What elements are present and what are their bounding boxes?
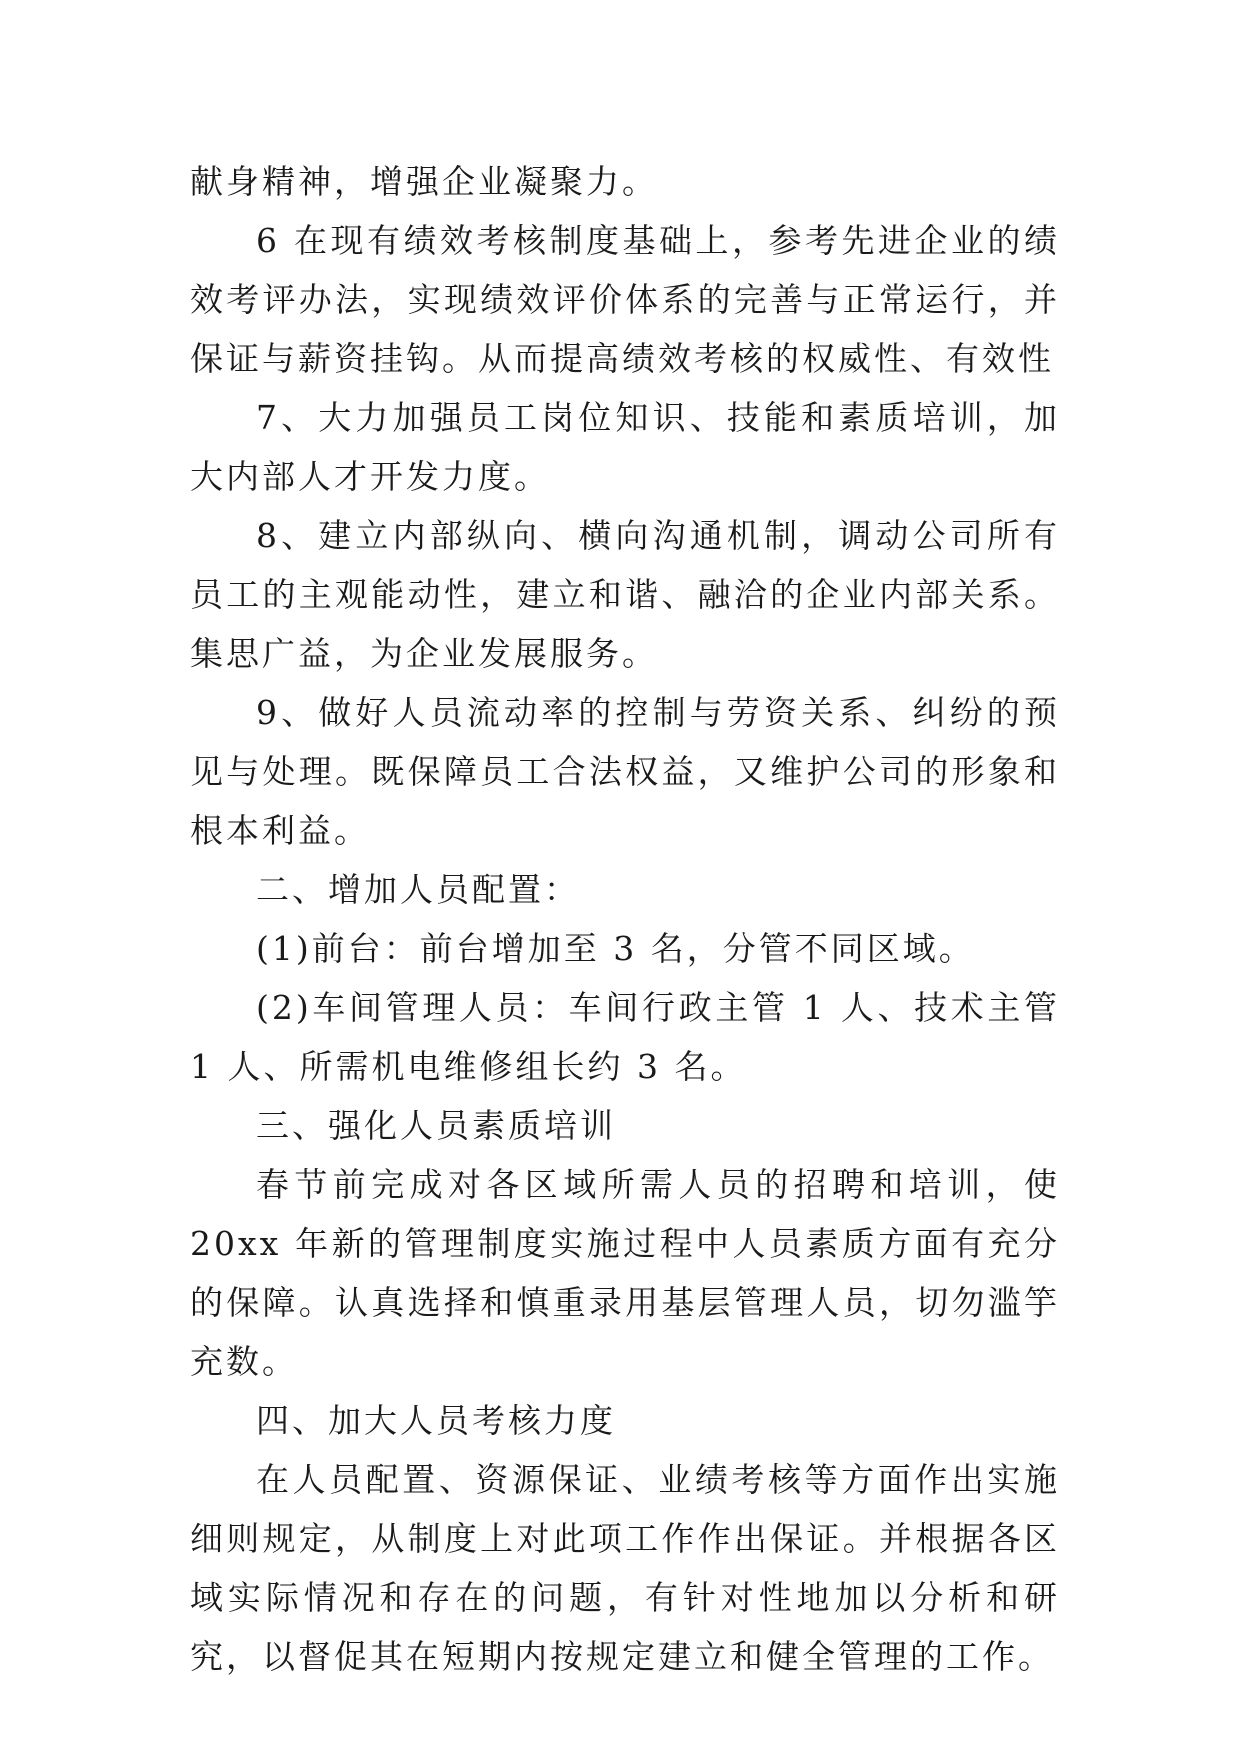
paragraph: 7、大力加强员工岗位知识、技能和素质培训，加大内部人才开发力度。 xyxy=(190,398,1060,496)
section-heading: 三、强化人员素质培训 xyxy=(256,1106,616,1145)
paragraph: (1)前台：前台增加至 3 名，分管不同区域。 xyxy=(256,929,975,968)
paragraph: 献身精神，增强企业凝聚力。 xyxy=(190,162,658,201)
document-body xyxy=(190,152,1060,1686)
paragraph: 8、建立内部纵向、横向沟通机制，调动公司所有员工的主观能动性，建立和谐、融洽的企业内部关系。集思广益，为企业发展服务。 xyxy=(190,516,1060,673)
section-heading: 二、增加人员配置： xyxy=(256,870,580,909)
paragraph: (2)车间管理人员：车间行政主管 1 人、技术主管 1 人、所需机电维修组长约 3 名。 xyxy=(190,988,1060,1086)
paragraph: 春节前完成对各区域所需人员的招聘和培训，使 20xx 年新的管理制度实施过程中人员素质方面有充分的保障。认真选择和慎重录用基层管理人员，切勿滥竽充数。 xyxy=(190,1165,1060,1381)
section-heading: 四、加大人员考核力度 xyxy=(256,1401,616,1440)
paragraph: 6 在现有绩效考核制度基础上，参考先进企业的绩效考评办法，实现绩效评价体系的完善与正常运行，并保证与薪资挂钩。从而提高绩效考核的权威性、有效性 xyxy=(190,221,1060,378)
paragraph: 在人员配置、资源保证、业绩考核等方面作出实施细则规定，从制度上对此项工作作出保证。并根据各区域实际情况和存在的问题，有针对性地加以分析和研究，以督促其在短期内按规定建立和健全管理的工作。 xyxy=(190,1460,1060,1676)
paragraph: 9、做好人员流动率的控制与劳资关系、纠纷的预见与处理。既保障员工合法权益，又维护公司的形象和根本利益。 xyxy=(190,693,1060,850)
